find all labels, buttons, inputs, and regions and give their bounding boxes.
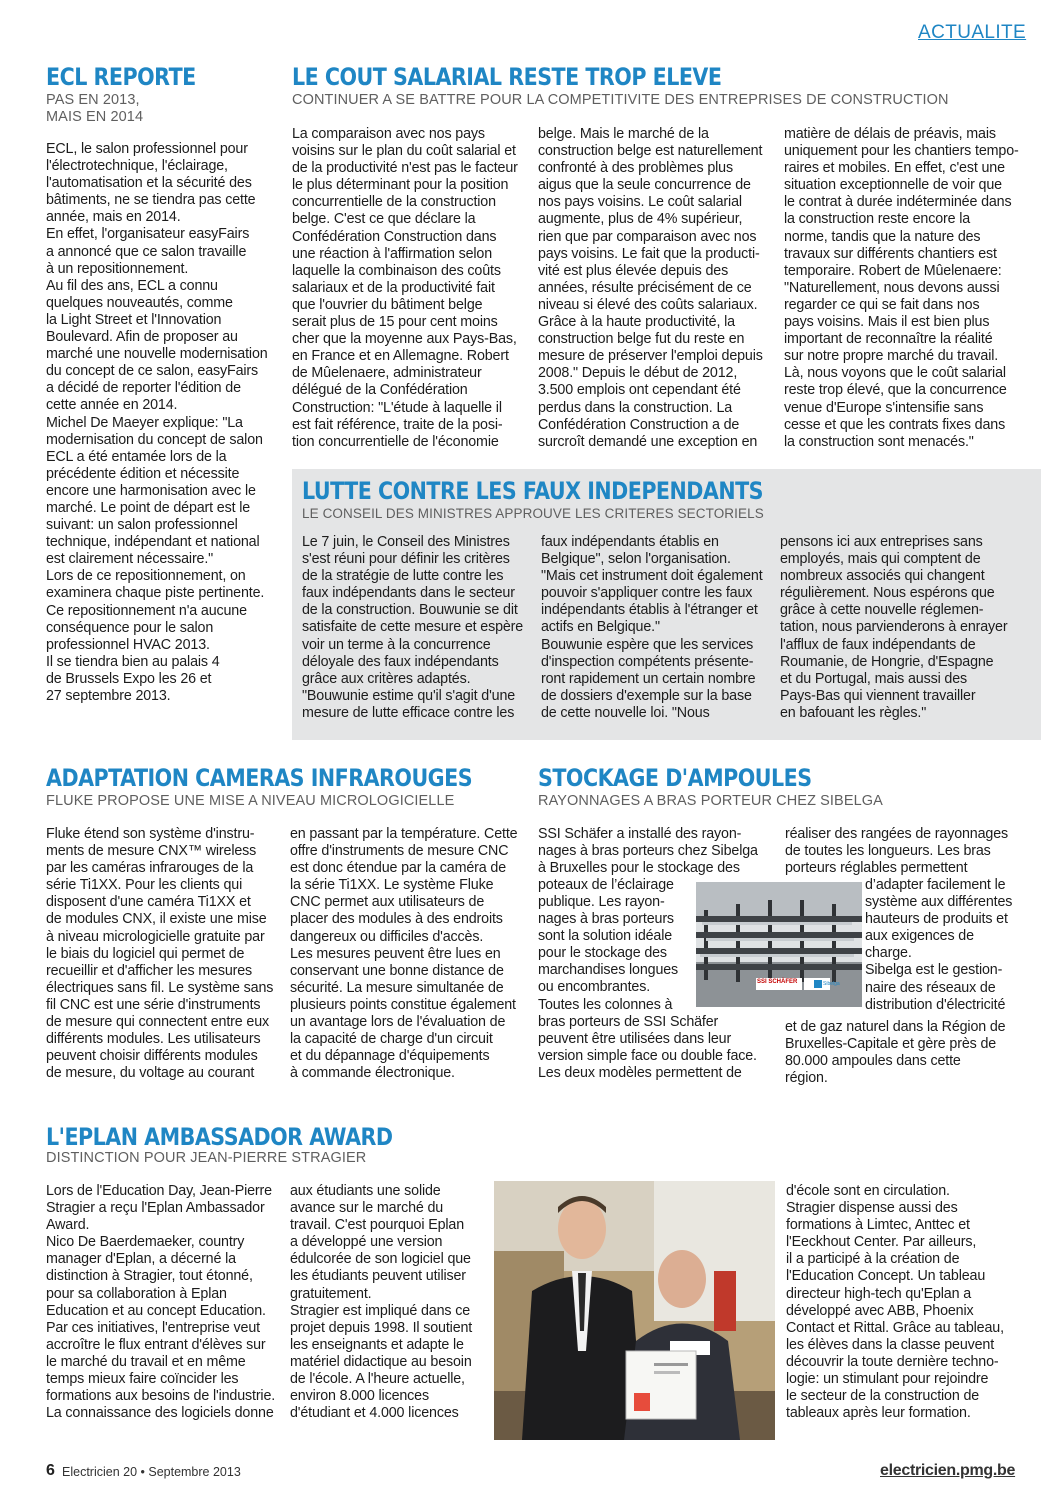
stockage-title: STOCKAGE D'AMPOULES <box>538 764 812 792</box>
ecl-subtitle-line1: PAS EN 2013, <box>46 92 140 108</box>
stockage-column-2-bottom: et de gaz naturel dans la Région de Bruxelles-Capitale et gère près de 80.000 ampoules dans cette région. <box>785 1019 1006 1087</box>
faux-column-3: pensons ici aux entreprises sans employés, mais qui comptent de nombreux associés qui changent régulièrement. Nous espérons que grâce à cette nouvelle réglemen- tation, nous parvienderons à enrayer l'afflux de faux indépendants de Roumanie, de Hongrie, d'Espagne et du Portugal, mais aussi des Pays-Bas qui viennent travailler en bafouant les règles." <box>780 534 1008 721</box>
faux-subtitle: LE CONSEIL DES MINISTRES APPROUVE LES CRITERES SECTORIELS <box>302 506 764 521</box>
warehouse-racks-photo <box>696 882 862 1007</box>
website-link[interactable]: electricien.pmg.be <box>880 1462 1016 1479</box>
eplan-title: L'EPLAN AMBASSADOR AWARD <box>46 1123 393 1151</box>
eplan-subtitle: DISTINCTION POUR JEAN-PIERRE STRAGIER <box>46 1150 367 1166</box>
warehouse-illustration <box>696 882 862 1007</box>
ecl-subtitle-line2: MAIS EN 2014 <box>46 109 144 125</box>
stockage-subtitle: RAYONNAGES A BRAS PORTEUR CHEZ SIBELGA <box>538 793 883 809</box>
magazine-issue: Electricien 20 • Septembre 2013 <box>62 1465 241 1479</box>
faux-column-1: Le 7 juin, le Conseil des Ministres s'est réuni pour définir les critères de la stratégie de lutte contre les faux indépendants dans le secteur de la construction. Bouwunie se dit satisfaite de cette mesure et espère voir un terme à la concurrence déloyale des faux indépendants grâce aux critères adaptés. "Bouwunie estime qu'il s'agit d'une mesure de lutte efficace contre les <box>302 534 524 721</box>
page-number: 6 <box>46 1462 55 1479</box>
cout-column-1: La comparaison avec nos pays voisins sur le plan du coût salarial et de la productivité n'est pas le facteur le plus déterminant pour la position concurrentielle de la construction belge. C'est ce que déclare la Confédération Construction dans une réaction à l'affirmation selon laquelle la combinaison des coûts salariaux et de la productivité fait que l'ouvrier du bâtiment belge serait plus de 15 pour cent moins cher que la moyenne aux Pays-Bas, en France et en Allemagne. Robert de Mûelenaere, administrateur délégué de la Confédération Construction: "L'étude à laquelle il est fait référence, traite de la posi- tion concurrentielle de l'économie <box>292 126 518 450</box>
award-ceremony-photo <box>494 1181 775 1440</box>
stockage-column-1-mid: publique. Les rayon- nages à bras porteurs sont la solution idéale pour le stockage des marchandises longues ou encombrantes. Toutes les colonnes à <box>538 894 679 1013</box>
stockage-column-1-bottom: bras porteurs de SSI Schäfer peuvent être utilisées dans leur version simple face ou double face. Les deux modèles permettent de <box>538 1014 757 1082</box>
cout-subtitle: CONTINUER A SE BATTRE POUR LA COMPETITIVITE DES ENTREPRISES DE CONSTRUCTION <box>292 92 949 108</box>
award-photo-illustration <box>494 1181 775 1440</box>
eplan-column-1: Lors de l'Education Day, Jean-Pierre Stragier a reçu l'Eplan Ambassador Award. Nico De Baerdemaeker, country manager d'Eplan, a décerné la distinction à Stragier, tout étonné, pour sa collaboration à Eplan Education et au concept Education. Par ces initiatives, l'entreprise veut accroître le flux entrant d'élèves sur le marché du travail et en même temps mieux faire coïncider les formations aux besoins de l'industrie. La connaissance des logiciels donne <box>46 1183 276 1422</box>
ecl-title: ECL REPORTE <box>46 63 196 91</box>
cout-column-3: matière de délais de préavis, mais uniquement pour les chantiers tempo- raires et mobiles. En effet, c'est une situation exceptionnelle de voir que le contrat à durée indéterminée dans la construction reste encore la norme, tandis que la nature des travaux sur différents chantiers est temporaire. Robert de Mûelenaere: "Naturellement, nous devons aussi regarder ce qui se fait dans nos pays voisins. Mais il est bien plus important de reconnaître la réalité sur notre propre marché du travail. Là, nous voyons que le coût salarial reste trop élevé, que la concurrence venue d'Europe s'intensifie sans cesse et que les contrats fixes dans la construction sont menacés." <box>784 126 1019 450</box>
cout-column-2: belge. Mais le marché de la construction belge est naturellement confronté à des problèmes plus aigus que la seule concurrence de nos pays voisins. Le coût salarial augmente, plus de 4% supérieur, rien que par comparaison avec nos pays voisins. Le fait que la producti- vité est plus élevée depuis des années, résulte précisément de ce niveau si élevé des coûts salariaux. Grâce à la haute productivité, la construction belge fut du reste en mesure de préserver l'emploi depuis 2008." Depuis le début de 2012, 3.500 emplois ont cependant été perdus dans la construction. La Confédération Construction a de surcroît demandé une exception en <box>538 126 763 450</box>
cameras-column-1: Fluke étend son système d'instru- ments de mesure CNX™ wireless par les caméras infrarouges de la série Ti1XX. Pour les clients qui disposent d'une caméra Ti1XX et de modules CNX, il existe une mise à niveau micrologicielle gratuite par le biais du logiciel qui permet de recueillir et d'afficher les mesures électriques sans fil. Le système sans fil CNC est une série d'instruments de mesure qui connectent entre eux différents modules. Les utilisateurs peuvent choisir différents modules de mesure, du voltage au courant <box>46 826 274 1082</box>
ecl-body: ECL, le salon professionnel pour l'électrotechnique, l'éclairage, l'automatisation et la sécurité des bâtiments, ne se tiendra pas cette année, mais en 2014. En effet, l'organisateur easyFairs a annoncé que ce salon travaille à un repositionnement. Au fil des ans, ECL a connu quelques nouveautés, comme la Light Street et l'Innovation Boulevard. Afin de proposer au marché une nouvelle modernisation du concept de ce salon, easyFairs a décidé de reporter l'édition de cette année en 2014. Michel De Maeyer explique: "La modernisation du concept de salon ECL a été entamée lors de la précédente édition et nécessite encore une harmonisation avec le marché. Le point de départ est le suivant: un salon professionnel technique, indépendant et national est clairement nécessaire." Lors de ce repositionnement, on examinera chaque piste pertinente. Ce repositionnement n'a aucune conséquence pour le salon professionnel HVAC 2013. Il se tiendra bien au palais 4 de Brussels Expo les 26 et 27 septembre 2013. <box>46 141 268 704</box>
stockage-column-1-top: SSI Schäfer a installé des rayon- nages à bras porteurs chez Sibelga à Bruxelles pour le stockage des poteaux de l’éclairage <box>538 826 758 894</box>
eplan-column-2: aux étudiants une solide avance sur le marché du travail. C'est pourquoi Eplan a développé une version édulcorée de son logiciel que les étudiants peuvent utiliser gratuitement. Stragier est impliqué dans ce projet depuis 1998. Il soutient les enseignants et adapte le matériel didactique au besoin de l'école. A l'heure actuelle, environ 8.000 licences d'étudiant et 4.000 licences <box>290 1183 473 1422</box>
cameras-column-2: en passant par la température. Cette offre d'instruments de mesure CNC est donc étendue par la caméra de la série Ti1XX. Le système Fluke CNC permet aux utilisateurs de placer des modules à des endroits dangereux ou difficiles d'accès. Les mesures peuvent être lues en conservant une bonne distance de sécurité. La mesure simultanée de plusieurs points constitue également un avantage lors de l'évaluation de la capacité de charge d'un circuit et du dépannage d'équipements à commande électronique. <box>290 826 518 1082</box>
stockage-column-2-top: réaliser des rangées de rayonnages de toutes les longueurs. Les bras porteurs réglables permettent <box>785 826 1009 877</box>
cameras-subtitle: FLUKE PROPOSE UNE MISE A NIVEAU MICROLOGICIELLE <box>46 793 455 809</box>
cameras-title: ADAPTATION CAMERAS INFRAROUGES <box>46 764 473 792</box>
stockage-column-2-mid: d’adapter facilement le système aux différentes hauteurs de produits et aux exigences de charge. Sibelga est le gestion- naire des réseaux de distribution d'électricité <box>865 877 1013 1013</box>
cout-title: LE COUT SALARIAL RESTE TROP ELEVE <box>292 63 722 91</box>
ssi-schafer-logo: SSI SCHÄFER <box>757 979 798 985</box>
eplan-column-3: d'école sont en circulation. Stragier dispense aussi des formations à Limtec, Anttec et l'Eeckhout Center. Par ailleurs, il a participé à la création de l'Education Concept. Un tableau directeur high-tech qu'Eplan a développé avec ABB, Phoenix Contact et Rittal. Grâce au tableau, les élèves dans la classe peuvent découvrir la toute dernière techno- logie: un stimulant pour rejoindre le secteur de la construction de tableaux après leur formation. <box>786 1183 1004 1422</box>
faux-column-2: faux indépendants établis en Belgique", selon l'organisation. "Mais cet instrument doit également pouvoir s'appliquer contre les faux indépendants établis à l'étranger et actifs en Belgique." Bouwunie espère que les services d'inspection compétents présente- ront rapidement un certain nombre de dossiers d'exemple sur la base de cette nouvelle loi. "Nous <box>541 534 763 721</box>
sibelga-logo: Sibelga <box>823 981 840 987</box>
section-tag-actualite[interactable]: ACTUALITE <box>918 22 1027 43</box>
faux-title: LUTTE CONTRE LES FAUX INDEPENDANTS <box>302 477 764 505</box>
